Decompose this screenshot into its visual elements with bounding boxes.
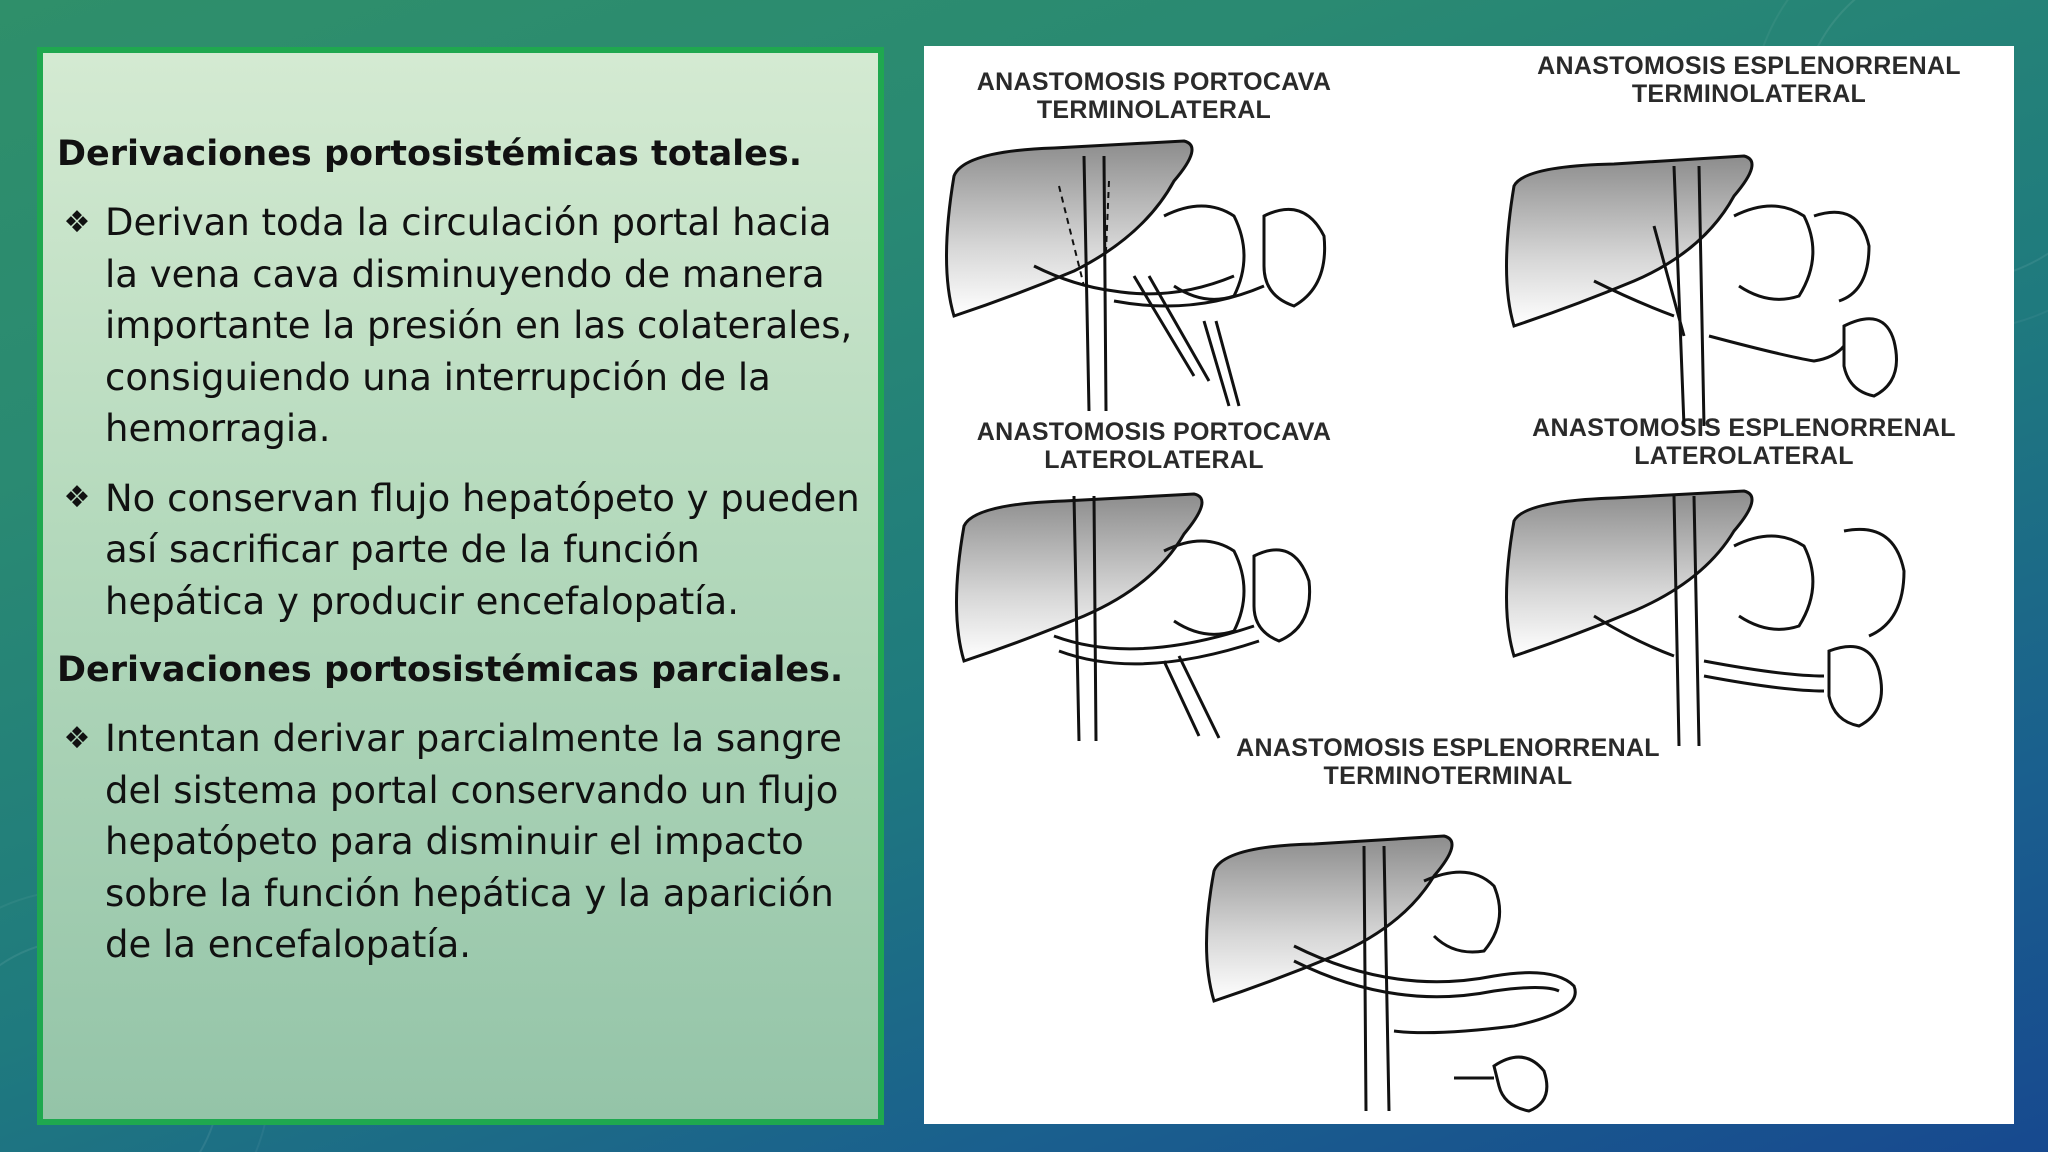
diagram-title-1: ANASTOMOSIS PORTOCAVA TERMINOLATERAL bbox=[976, 68, 1332, 124]
diamond-bullet-icon: ❖ bbox=[63, 720, 91, 756]
bullet-text: Derivan toda la circulación portal hacia la vena cava disminuyendo de manera importante la presión en las colaterales, consiguiendo una interrupción de la hemorragia. bbox=[105, 201, 853, 450]
diagram-esplenorrenal-laterolateral bbox=[1484, 476, 1944, 756]
diagram-title-3: ANASTOMOSIS PORTOCAVA LATEROLATERAL bbox=[976, 418, 1332, 474]
bullet-total-2 bbox=[57, 473, 864, 628]
diagram-portocava-laterolateral bbox=[934, 476, 1374, 746]
heading-partial-shunts: Derivaciones portosistémicas parciales. bbox=[57, 650, 844, 690]
bullet-text: No conservan flujo hepatópeto y pueden así sacrificar parte de la función hepática y producir encefalopatía. bbox=[105, 476, 860, 623]
diamond-bullet-icon: ❖ bbox=[63, 480, 91, 516]
diagram-title-4: ANASTOMOSIS ESPLENORRENAL LATEROLATERAL bbox=[1532, 414, 1956, 470]
bullet-partial-1 bbox=[57, 713, 864, 971]
spleen-shape bbox=[1264, 209, 1325, 306]
heading-total-shunts: Derivaciones portosistémicas totales. bbox=[57, 134, 803, 174]
bullet-text: Intentan derivar parcialmente la sangre del sistema portal conservando un flujo hepatópeto para disminuir el impacto sobre la función hepática y la aparición de la encefalopatía. bbox=[105, 717, 842, 966]
diagram-esplenorrenal-terminoterminal bbox=[1194, 786, 1694, 1116]
shunt-diagram-figure bbox=[924, 46, 2014, 1124]
bullet-total-1 bbox=[57, 197, 864, 455]
diagram-portocava-terminolateral bbox=[934, 126, 1374, 426]
diamond-bullet-icon: ❖ bbox=[63, 204, 91, 240]
diagram-title-2: ANASTOMOSIS ESPLENORRENAL TERMINOLATERAL bbox=[1537, 52, 1961, 108]
text-panel bbox=[37, 47, 884, 1125]
diagram-title-5: ANASTOMOSIS ESPLENORRENAL TERMINOTERMINAL bbox=[1236, 734, 1660, 790]
diagram-esplenorrenal-terminolateral bbox=[1484, 126, 1944, 436]
